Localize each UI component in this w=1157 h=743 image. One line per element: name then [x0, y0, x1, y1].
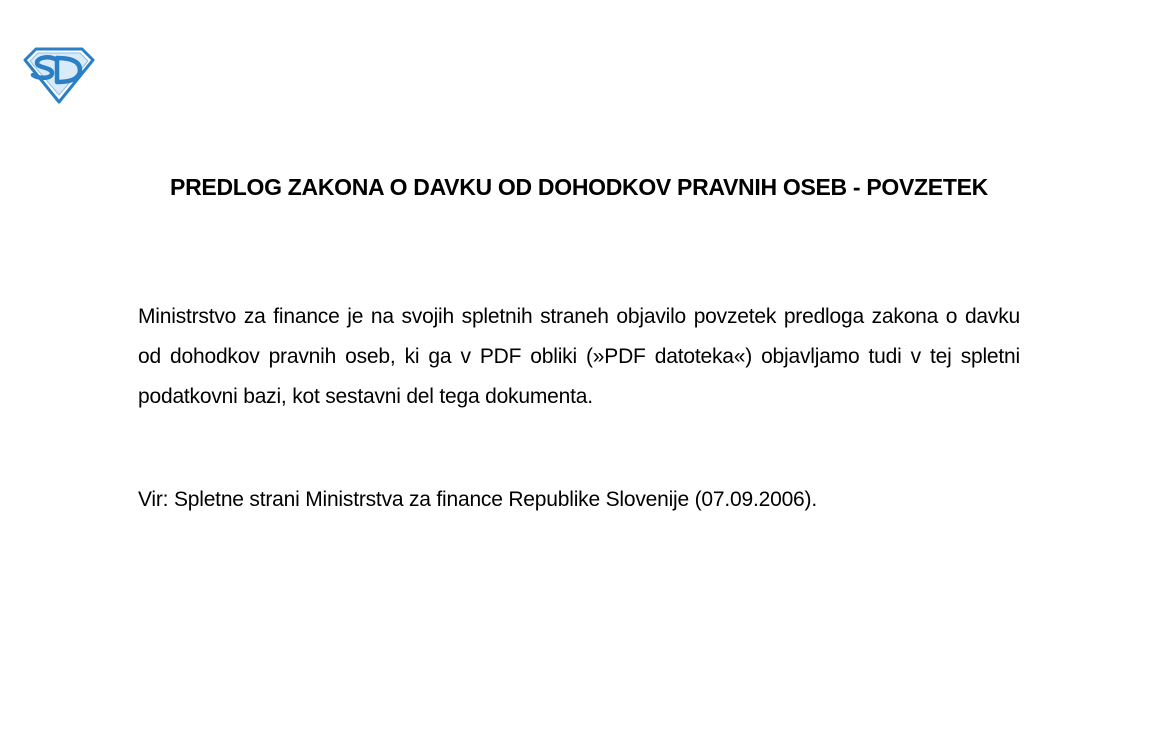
diamond-shield-logo-icon [22, 46, 96, 104]
document-body-paragraph: Ministrstvo za finance je na svojih spletnih straneh objavilo povzetek predloga zakona o davku od dohodkov pravnih oseb, ki ga v PDF obliki (»PDF datoteka«) objavljamo tudi v tej spletni podatkovni bazi, kot sestavni del tega dokumenta. [138, 305, 1020, 408]
logo [22, 46, 96, 104]
document-source-note: Vir: Spletne strani Ministrstva za finance Republike Slovenije (07.09.2006). [138, 488, 817, 511]
document-title: PREDLOG ZAKONA O DAVKU OD DOHODKOV PRAVNIH OSEB - POVZETEK [170, 174, 988, 200]
